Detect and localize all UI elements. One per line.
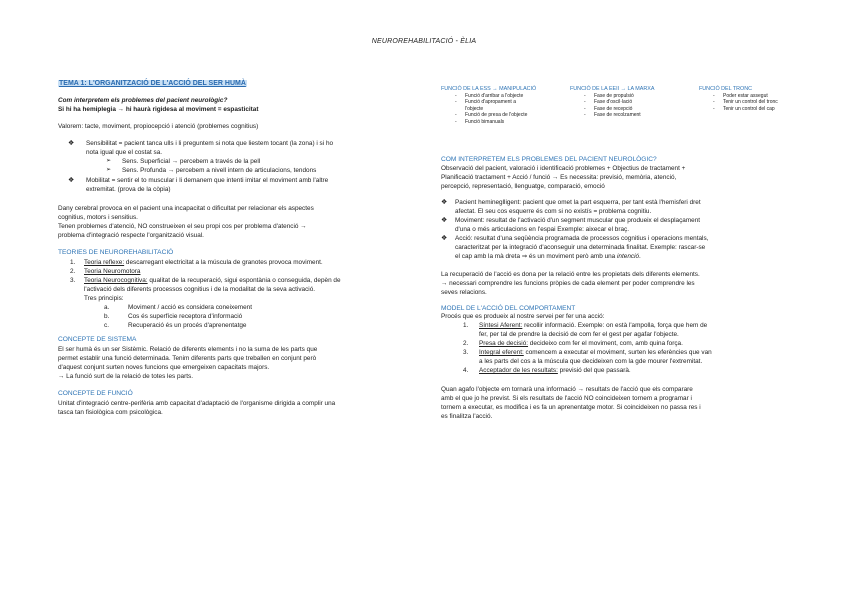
- step-name: Integral eferent:: [479, 349, 524, 356]
- step-number: 1.: [463, 322, 469, 329]
- dash-bullet-icon: -: [455, 118, 457, 125]
- col2-title: FUNCIÓ DE LA EEII → LA MARXA: [570, 86, 655, 92]
- dash-bullet-icon: -: [584, 99, 586, 106]
- function-list-item: - Poder estar assegut: [713, 93, 768, 99]
- interpretem-heading: COM INTERPRETEM ELS PROBLEMES DEL PACIENT NEUROLÒGIC?: [441, 156, 657, 163]
- model-heading: MODEL DE L'ACCIÓ DEL COMPORTAMENT: [441, 305, 576, 312]
- step-name: Síntesi Aferent:: [479, 322, 523, 329]
- col1-list: [441, 93, 571, 125]
- interpretem-paragraph: Observació del pacient, valoració i identificació problemes + Objectius de tractament + Planificació tractament + Acció / funció → Es necessita: previsió, memòria, atenció, percepció, representació, llenguatge, comparació, emoció: [441, 165, 686, 190]
- function-column-ess: [441, 86, 571, 125]
- col1-title: FUNCIÓ DE LA ESS → MANIPULACIÓ: [441, 86, 537, 92]
- final-paragraph: Quan agafo l'objecte em tornarà una informació → resultats de l'acció que els comparare amb el que jo he previst. Si els resultats de l'acció NO coincideixen tornem a programar i tornem a executar, es modifica i es fa un aprenentatge motor. Si coincideixen no passa res i es finalitza l'acció.: [441, 386, 701, 420]
- dash-bullet-icon: -: [584, 112, 586, 119]
- principi-item: [58, 312, 418, 321]
- principi-letter: c.: [104, 322, 109, 329]
- dash-bullet-icon: -: [713, 99, 715, 106]
- sens-superficial-item: [58, 157, 418, 166]
- dash-bullet-icon: -: [713, 105, 715, 112]
- function-column-eeii: [570, 86, 700, 119]
- dash-bullet-icon: -: [584, 105, 586, 112]
- function-list-item: - Funció d'arribar a l'objecte: [455, 93, 524, 99]
- step-name: Presa de decisió:: [479, 340, 529, 347]
- col2-list: [570, 93, 700, 119]
- dany-paragraph: Dany cerebral provoca en el pacient una incapacitat o dificultat per relacionar els aspectes cognitius, motors i sensitius. Tenen problemes d'atenció, NO construeixen el seu propi cos per problema d'atenció → problema d'integració respecte l'organització visual.: [58, 205, 314, 239]
- principi-letter: a.: [104, 304, 110, 311]
- sensibilitat-text-2: nota igual que el costat sa.: [86, 149, 163, 156]
- model-step: [441, 348, 791, 366]
- function-list-item: - Tenir un control del cap: [713, 105, 775, 112]
- sens-profunda-text: Sens. Profunda → percebem a nivell intern de articulacions, tendons: [122, 167, 317, 174]
- left-column: [58, 72, 418, 417]
- hemineglligent-item: ❖ Pacient hemineglligent: pacient que omet la part esquerra, per tant està l'hemisferi dret afectat. El seu cos esquerre és com si no existís = problema cognitiu.: [441, 199, 701, 215]
- dash-bullet-icon: -: [455, 99, 457, 106]
- function-column-tronc: [699, 86, 829, 112]
- sens-superficial-text: Sens. Superficial → percebem a través de la pell: [122, 158, 261, 165]
- principi-item: [58, 321, 418, 330]
- sens-profunda-item: [58, 166, 418, 175]
- arrow-bullet-icon: ➢: [106, 158, 112, 164]
- model-intro: Procés que es produeix al nostre servei per fer una acció:: [441, 313, 605, 320]
- step-text: decideixo com fer el moviment, com, amb quina força.: [528, 340, 683, 347]
- teoria-1: 1. Teoria reflexe: descarregant electricitat a la múscula de granotes provoca moviment.: [70, 259, 323, 266]
- funcio-heading: CONCEPTE DE FUNCIÓ: [58, 390, 133, 397]
- function-list-item: - Funció d'apropament a: [455, 99, 516, 106]
- model-step: [441, 366, 791, 375]
- question-heading: Com interpretem els problemes del pacient neurològic?: [58, 97, 228, 104]
- step-text: comencem a executar el moviment, surten les eferències que van: [523, 349, 712, 356]
- dash-bullet-icon: -: [455, 93, 457, 99]
- principi-text: Cos és superfície receptora d'informació: [128, 313, 243, 320]
- step-number: 3.: [463, 349, 469, 356]
- dash-bullet-icon: -: [455, 112, 457, 119]
- step-text: previsió del que passarà.: [557, 367, 631, 374]
- step-text-2: fer, per tal de prendre la decisió de com fer el gest per agafar l'objecte.: [479, 331, 679, 338]
- moviment-item: ❖ Moviment: resultat de l'activació d'un segment muscular que produeix el desplaçament d'una o més articulacions en l'espai Exemple: aixecar el braç.: [441, 217, 701, 233]
- arrow-bullet-icon: ➢: [106, 167, 112, 173]
- step-number: 4.: [463, 367, 469, 374]
- diamond-bullet-icon: ❖: [441, 199, 448, 206]
- function-list-item: - Fase de recepció: [584, 105, 633, 112]
- right-column: [441, 156, 791, 421]
- step-number: 2.: [463, 340, 469, 347]
- valorem-line: Valorem: tacte, moviment, propiocepció i atenció (problemes cognitius): [58, 123, 259, 130]
- principis-label: Tres principis:: [84, 295, 124, 302]
- sensibilitat-text: Sensibilitat = pacient tanca ulls i li preguntem si nota que liestem tocant (la zona) i si ho: [86, 140, 334, 147]
- principi-text: Moviment / acció es considera coneixement: [128, 304, 252, 311]
- col3-title: FUNCIÓ DEL TRONC: [699, 86, 753, 92]
- mobilitat-item: [58, 176, 418, 194]
- dash-bullet-icon: -: [713, 93, 715, 99]
- mobilitat-text-2: extremitat. (prova de la còpia): [86, 186, 171, 193]
- sistema-paragraph: El ser humà és un ser Sistèmic. Relació de diferents elements i no la suma de les parts que permet establir una funció determinada. Tenim diferents parts que treballen en conjunt però d'aquest conjunt surten noves funcions que emergeixen capacitats majors. → La funció surt de la relació de totes les parts.: [58, 346, 318, 380]
- function-list-item: l'objecte: [465, 105, 484, 112]
- model-step: [441, 339, 791, 348]
- step-text: recollir informació. Exemple: on està l'ampolla, força que hem de: [522, 322, 708, 329]
- mobilitat-text: Mobilitat = sentir el to muscular i li demanem que intenti imitar el moviment amb l'altre: [86, 177, 329, 184]
- hemiplegia-line: Si hi ha hemiplegia → hi haurà rigidesa al moviment = espasticitat: [58, 106, 259, 113]
- principi-letter: b.: [104, 313, 110, 320]
- step-name: Acceptador de les resultats:: [479, 367, 558, 374]
- step-text-2: a les parts del cos a la múscula que decideixen com la gde mourer l'extremitat.: [479, 358, 703, 365]
- function-list-item: - Funció de presa de l'objecte: [455, 112, 528, 119]
- recuperacio-paragraph: La recuperació de l'acció es dona per la relació entre les propietats dels diferents elements. → necessari comprendre les funcions pròpies de cada element per poder comprendre les seves relacions.: [441, 271, 700, 296]
- principis-list: [58, 303, 418, 330]
- principi-item: [58, 303, 418, 312]
- diamond-bullet-icon: ❖: [68, 140, 75, 147]
- sistema-heading: CONCEPTE DE SISTEMA: [58, 336, 137, 343]
- accio-item: ❖ Acció: resultat d'una seqüència programada de processos cognitius i operacions mentals, caracteritzat per la integració d'aconseguir una determinada finalitat. Exemple: rascar-se el cap amb la mà dreta ⇒ és un moviment però amb una intenció.: [441, 235, 709, 260]
- steps-list: [441, 321, 791, 375]
- document-title: NEUROREHABILITACIÓ - ÈLIA: [371, 38, 477, 45]
- model-step: [441, 321, 791, 339]
- diamond-bullet-icon: ❖: [68, 177, 75, 184]
- diamond-bullet-icon: ❖: [441, 217, 448, 224]
- teoria-3: 3. Teoria Neurocognitiva: qualitat de la recuperació, sigui espontània o conseguida, depèn de l'activació dels diferents processos cognitius i de la modalitat de la seva activació. Tres principis:: [58, 276, 418, 303]
- topic-title: TEMA 1: L'ORGANITZACIÓ DE L'ACCIÓ DEL SER HUMÀ: [59, 80, 246, 87]
- function-list-item: - Fase de propulsió: [584, 93, 634, 99]
- function-list-item: - Funció bimanuals: [455, 118, 505, 125]
- dash-bullet-icon: -: [584, 93, 586, 99]
- teoria-2: 2. Teoria Neuromotora: [70, 268, 141, 275]
- teories-heading: TEORIES DE NEUROREHABILITACIÓ: [58, 249, 174, 256]
- function-list-item: - Tenir un control del tronc: [713, 99, 778, 106]
- sensibilitat-item: [58, 139, 418, 157]
- diamond-bullet-icon: ❖: [441, 235, 448, 242]
- col3-list: [699, 93, 829, 112]
- function-list-item: - Fase d'oscil·lació: [584, 99, 633, 106]
- function-list-item: - Fase de recolzament: [584, 112, 641, 119]
- funcio-paragraph: Unitat d'integració centre-perifèria amb capacitat d'adaptació de l'organisme dirigida a complir una tasca tan fisiològica com psicològica.: [58, 400, 336, 416]
- principi-text: Recuperació és un procés d'aprenentatge: [128, 322, 247, 329]
